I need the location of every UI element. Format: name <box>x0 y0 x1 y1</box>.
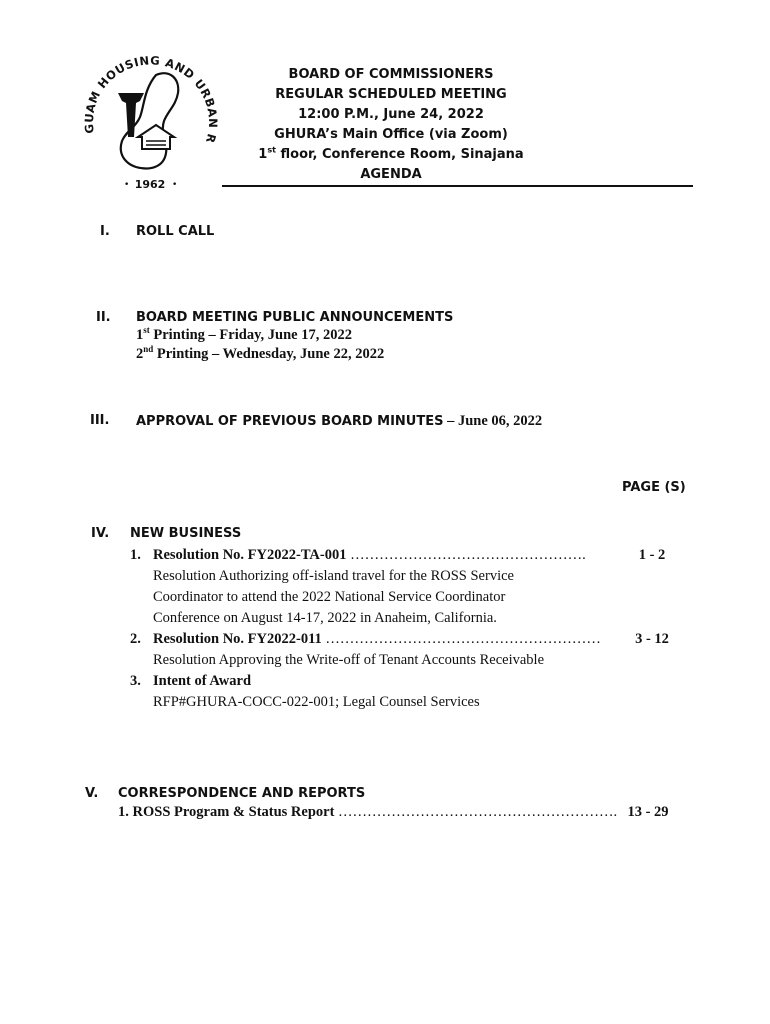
svg-text:•: • <box>172 180 178 190</box>
header-line-room: 1st floor, Conference Room, Sinajana <box>258 145 524 162</box>
svg-text:•: • <box>124 180 130 190</box>
item-1-number: 1. <box>130 547 141 563</box>
section-2-title: BOARD MEETING PUBLIC ANNOUNCEMENTS <box>136 310 454 325</box>
section-4-title: NEW BUSINESS <box>130 526 242 541</box>
section-5-number: V. <box>85 786 99 801</box>
item-2-number: 2. <box>130 631 141 647</box>
seal-text: GUAM HOUSING AND URBAN R <box>81 53 221 145</box>
announcement-first-printing: 1st Printing – Friday, June 17, 2022 <box>136 325 352 343</box>
item-2-heading: Resolution No. FY2022-011 ………………………………………………… <box>153 631 601 647</box>
header-line-agenda: AGENDA <box>360 167 422 182</box>
section-5-title: CORRESPONDENCE AND REPORTS <box>118 786 366 801</box>
ghura-seal-logo <box>74 45 226 197</box>
item-3-heading: Intent of Award <box>153 673 252 689</box>
header-divider <box>222 185 693 187</box>
section-3-number: III. <box>90 413 110 428</box>
header-line-office: GHURA’s Main Office (via Zoom) <box>274 127 508 142</box>
item-1-description-line: Conference on August 14-17, 2022 in Anaheim, California. <box>153 610 497 626</box>
item-1-pages: 1 - 2 <box>638 547 666 563</box>
item-2-pages: 3 - 12 <box>635 631 669 647</box>
item-1-description-line: Coordinator to attend the 2022 National Service Coordinator <box>153 589 506 605</box>
item-3-number: 3. <box>130 673 141 689</box>
report-item-heading: 1. ROSS Program & Status Report …………………………………………………. <box>118 804 618 820</box>
section-3-title: APPROVAL OF PREVIOUS BOARD MINUTES – June 06, 2022 <box>136 413 543 429</box>
header-line-meeting: REGULAR SCHEDULED MEETING <box>275 87 507 102</box>
item-2-description-line: Resolution Approving the Write-off of Tenant Accounts Receivable <box>153 652 545 668</box>
seal-year: 1962 <box>134 178 166 191</box>
item-3-description-line: RFP#GHURA-COCC-022-001; Legal Counsel Services <box>153 694 480 710</box>
item-1-description-line: Resolution Authorizing off-island travel for the ROSS Service <box>153 568 514 584</box>
report-item-pages: 13 - 29 <box>627 804 669 820</box>
page-column-label: PAGE (S) <box>622 480 686 495</box>
section-1-title: ROLL CALL <box>136 224 215 239</box>
header-line-board: BOARD OF COMMISSIONERS <box>288 67 494 82</box>
header-line-time: 12:00 P.M., June 24, 2022 <box>298 107 484 122</box>
section-1-number: I. <box>100 224 110 239</box>
section-2-number: II. <box>96 310 111 325</box>
section-4-number: IV. <box>91 526 110 541</box>
announcement-second-printing: 2nd Printing – Wednesday, June 22, 2022 <box>136 344 385 362</box>
item-1-heading: Resolution No. FY2022-TA-001 …………………………………………. <box>153 547 586 563</box>
